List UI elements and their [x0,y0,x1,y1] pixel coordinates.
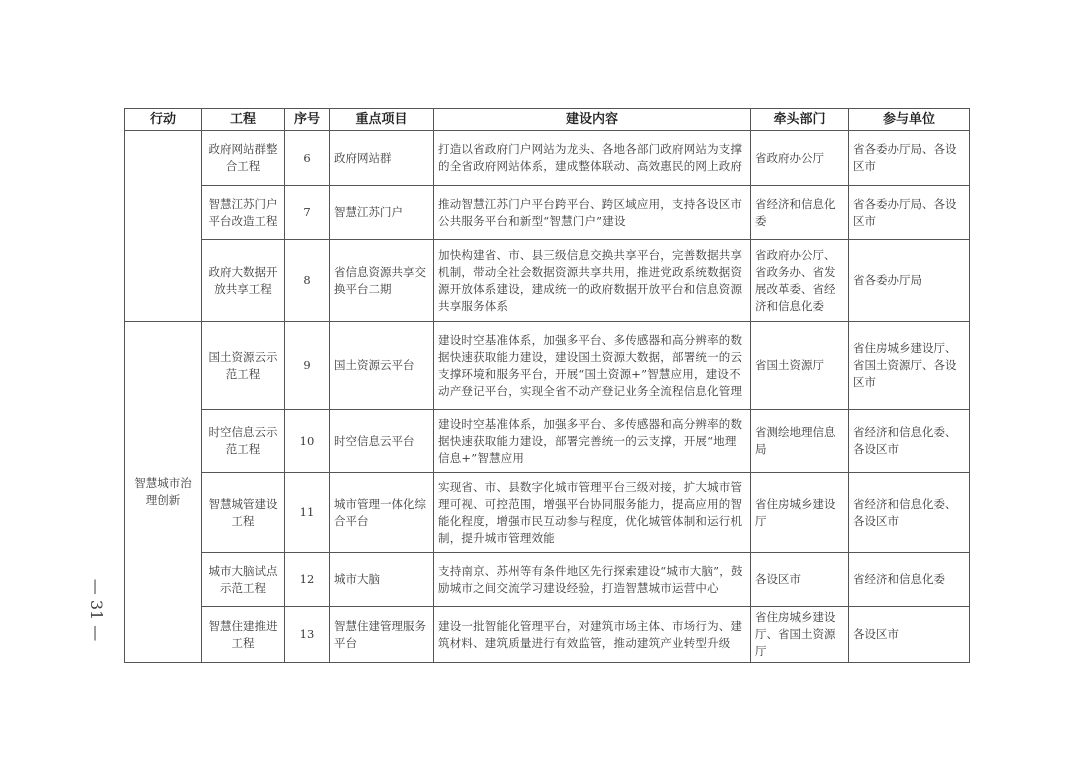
table-header-row [125,109,970,131]
key-item-cell: 智慧住建管理服务平台 [330,607,434,663]
key-item-cell: 国土资源云平台 [330,322,434,410]
content-cell: 打造以省政府门户网站为龙头、各地各部门政府网站为支撑的全省政府网站体系，建成整体联动、高效惠民的网上政府 [434,131,751,186]
header-lead-dept: 牵头部门 [751,109,849,131]
project-cell: 智慧城管建设工程 [202,473,285,553]
lead-dept-cell: 省测绘地理信息局 [751,410,849,473]
table-row [125,410,970,473]
key-item-cell: 城市管理一体化综合平台 [330,473,434,553]
table-row [125,473,970,553]
table-row [125,607,970,663]
project-cell: 智慧住建推进工程 [202,607,285,663]
lead-dept-cell: 省经济和信息化委 [751,186,849,240]
project-cell: 时空信息云示范工程 [202,410,285,473]
content-cell: 推动智慧江苏门户平台跨平台、跨区域应用，支持各设区市公共服务平台和新型“智慧门户”建设 [434,186,751,240]
lead-dept-cell: 各设区市 [751,553,849,607]
number-cell: 8 [285,240,330,322]
action-cell [125,131,202,322]
page-number: — 31 — [87,578,107,642]
number-cell: 11 [285,473,330,553]
participants-cell: 省经济和信息化委、各设区市 [849,473,970,553]
header-action: 行动 [125,109,202,131]
header-project: 工程 [202,109,285,131]
key-item-cell: 省信息资源共享交换平台二期 [330,240,434,322]
content-cell: 加快构建省、市、县三级信息交换共享平台，完善数据共享机制，带动全社会数据资源共享共用，推进党政系统数据资源开放体系建设，建成统一的政府数据开放平台和信息资源共享服务体系 [434,240,751,322]
lead-dept-cell: 省住房城乡建设厅、省国土资源厅 [751,607,849,663]
table-row [125,240,970,322]
action-cell: 智慧城市治理创新 [125,322,202,663]
header-participants: 参与单位 [849,109,970,131]
key-item-cell: 时空信息云平台 [330,410,434,473]
key-item-cell: 智慧江苏门户 [330,186,434,240]
lead-dept-cell: 省政府办公厅 [751,131,849,186]
lead-dept-cell: 省政府办公厅、省政务办、省发展改革委、省经济和信息化委 [751,240,849,322]
participants-cell: 省住房城乡建设厅、省国土资源厅、各设区市 [849,322,970,410]
lead-dept-cell: 省住房城乡建设厅 [751,473,849,553]
table-row [125,186,970,240]
participants-cell: 各设区市 [849,607,970,663]
lead-dept-cell: 省国土资源厅 [751,322,849,410]
participants-cell: 省各委办厅局 [849,240,970,322]
project-cell: 政府网站群整合工程 [202,131,285,186]
project-cell: 城市大脑试点示范工程 [202,553,285,607]
content-cell: 建设一批智能化管理平台，对建筑市场主体、市场行为、建筑材料、建筑质量进行有效监管，推动建筑产业转型升级 [434,607,751,663]
participants-cell: 省各委办厅局、各设区市 [849,131,970,186]
content-cell: 建设时空基准体系，加强多平台、多传感器和高分辨率的数据快速获取能力建设，建设国土资源大数据，部署统一的云支撑环境和服务平台，开展“国土资源+”智慧应用，建设不动产登记平台，实现全省不动产登记业务全流程信息化管理 [434,322,751,410]
project-cell: 国土资源云示范工程 [202,322,285,410]
table-row [125,553,970,607]
content-cell: 支持南京、苏州等有条件地区先行探索建设“城市大脑”，鼓励城市之间交流学习建设经验，打造智慧城市运营中心 [434,553,751,607]
participants-cell: 省各委办厅局、各设区市 [849,186,970,240]
header-content: 建设内容 [434,109,751,131]
header-number: 序号 [285,109,330,131]
key-item-cell: 城市大脑 [330,553,434,607]
content-cell: 建设时空基准体系，加强多平台、多传感器和高分辨率的数据快速获取能力建设，部署完善统一的云支撑，开展“地理信息+”智慧应用 [434,410,751,473]
key-item-cell: 政府网站群 [330,131,434,186]
project-cell: 政府大数据开放共享工程 [202,240,285,322]
number-cell: 12 [285,553,330,607]
table-row [125,131,970,186]
project-cell: 智慧江苏门户平台改造工程 [202,186,285,240]
content-cell: 实现省、市、县数字化城市管理平台三级对接，扩大城市管理可视、可控范围，增强平台协同服务能力，提高应用的智能化程度，增强市民互动参与程度，优化城管体制和运行机制，提升城市管理效能 [434,473,751,553]
number-cell: 10 [285,410,330,473]
participants-cell: 省经济和信息化委 [849,553,970,607]
participants-cell: 省经济和信息化委、各设区市 [849,410,970,473]
number-cell: 13 [285,607,330,663]
number-cell: 6 [285,131,330,186]
number-cell: 9 [285,322,330,410]
table-row [125,322,970,410]
key-projects-table [124,108,970,663]
header-key-item: 重点项目 [330,109,434,131]
number-cell: 7 [285,186,330,240]
